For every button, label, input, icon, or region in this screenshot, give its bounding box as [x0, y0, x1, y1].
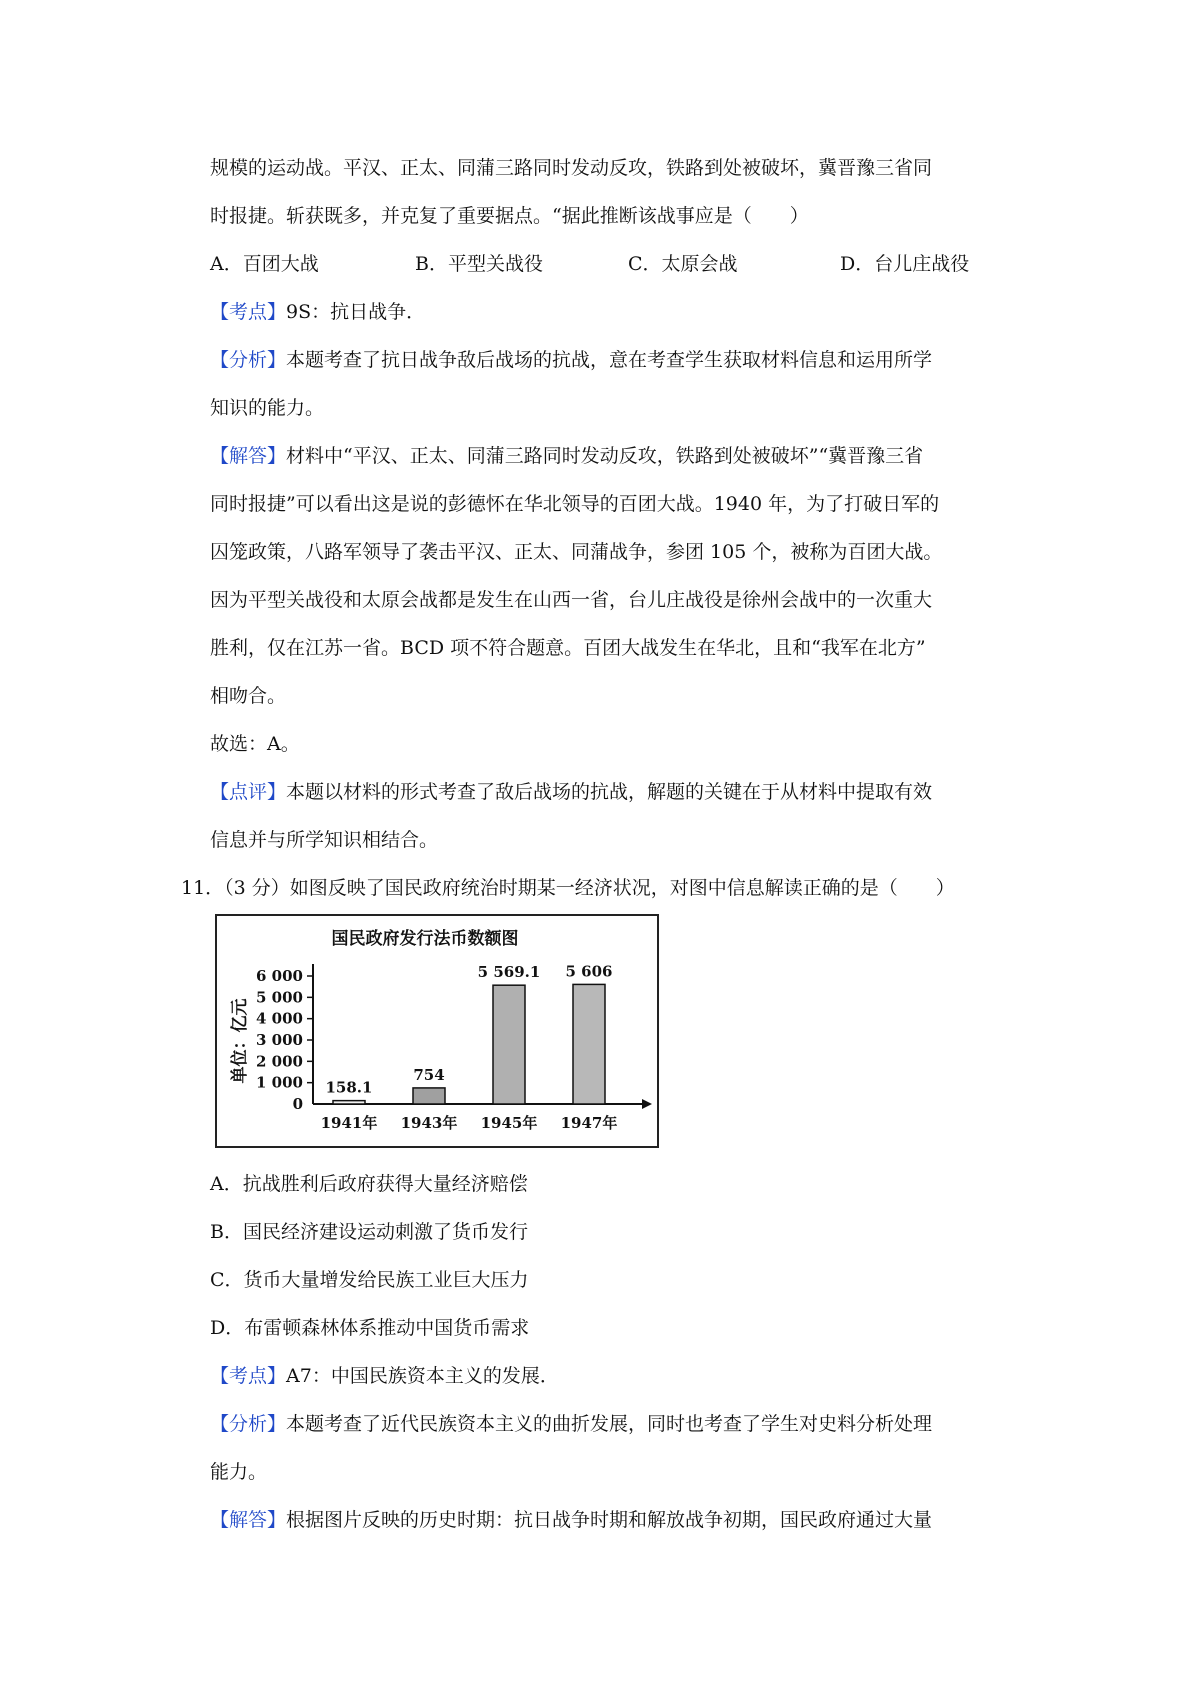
q10-dianping-line-1: [210, 778, 932, 806]
q11-option-c: C．货币大量增发给民族工业巨大压力: [210, 1269, 529, 1291]
q10-jieda-line-6: 相吻合。: [210, 685, 287, 707]
y-tick-label: 4 000: [256, 1009, 303, 1028]
x-tick-label: 1945年: [480, 1114, 538, 1132]
kaodian-tag: 【考点】: [210, 301, 287, 323]
q10-text-line-1: 规模的运动战。平汉、正太、同蒲三路同时发动反攻，铁路到处被破坏，冀晋豫三省同: [210, 157, 933, 179]
x-tick-label: 1941年: [320, 1114, 378, 1132]
fenxi-tag: 【分析】: [210, 1413, 287, 1435]
y-tick-label: 5 000: [256, 988, 303, 1007]
kaodian-text: 9S：抗日战争．: [286, 301, 426, 323]
bar-value-label: 5 569.1: [477, 963, 541, 982]
q10-text-line-2: 时报捷。斩获既多，并克复了重要据点。“据此推断该战事应是（ ）: [210, 205, 809, 227]
fenxi-text: 本题考查了抗日战争敌后战场的抗战，意在考查学生获取材料信息和运用所学: [286, 349, 933, 371]
y-tick-label: 6 000: [256, 967, 303, 985]
q10-jieda-line-1: [210, 442, 923, 470]
bar: [573, 984, 605, 1104]
dianping-tag: 【点评】: [210, 781, 287, 803]
x-axis-arrow: [642, 1099, 652, 1109]
q10-jieda-line-3: 囚笼政策，八路军领导了袭击平汉、正太、同蒲战争，参团 105 个，被称为百团大战。: [210, 541, 943, 563]
y-tick-label: 1 000: [256, 1073, 303, 1092]
jieda-text: 根据图片反映的历史时期：抗日战争时期和解放战争初期，国民政府通过大量: [286, 1509, 933, 1531]
q11-jieda-line-1: [210, 1506, 932, 1534]
q10-jieda-line-4: 因为平型关战役和太原会战都是发生在山西一省，台儿庄战役是徐州会战中的一次重大: [210, 589, 933, 611]
jieda-text: 材料中“平汉、正太、同蒲三路同时发动反攻，铁路到处被破坏”“冀晋豫三省: [286, 445, 924, 467]
q10-dianping-line-2: 信息并与所学知识相结合。: [210, 829, 439, 851]
bar-value-label: 754: [413, 1065, 445, 1084]
q10-fenxi-line-1: [210, 346, 932, 374]
q11-stem: 11．（3 分）如图反映了国民政府统治时期某一经济状况，对图中信息解读正确的是（ ）: [181, 877, 955, 899]
fenxi-tag: 【分析】: [210, 349, 287, 371]
y-tick-label: 2 000: [256, 1052, 303, 1071]
q10-jieda-line-2: 同时报捷”可以看出这是说的彭德怀在华北领导的百团大战。1940 年，为了打破日军的: [210, 493, 940, 515]
bar: [333, 1101, 365, 1104]
q10-option-b: B．平型关战役: [415, 253, 543, 275]
bar-value-label: 5 606: [565, 962, 613, 981]
chart-svg: [217, 916, 657, 1146]
q10-kaodian: [210, 298, 425, 326]
dianping-text: 本题以材料的形式考查了敌后战场的抗战，解题的关键在于从材料中提取有效: [286, 781, 933, 803]
y-axis-label: 单位：亿元: [230, 998, 250, 1084]
q11-option-d: D．布雷顿森林体系推动中国货币需求: [210, 1317, 530, 1339]
jieda-tag: 【解答】: [210, 1509, 287, 1531]
fenxi-text: 本题考查了近代民族资本主义的曲折发展，同时也考查了学生对史料分析处理: [286, 1413, 933, 1435]
q10-answer: 故选：A。: [210, 733, 300, 755]
q11-option-a: A．抗战胜利后政府获得大量经济赔偿: [210, 1173, 528, 1195]
bar: [413, 1088, 445, 1104]
x-tick-label: 1943年: [400, 1114, 458, 1132]
bar: [493, 985, 525, 1104]
y-tick-label: 3 000: [256, 1031, 303, 1049]
q11-fenxi-line-2: 能力。: [210, 1461, 268, 1483]
kaodian-text: A7：中国民族资本主义的发展．: [286, 1365, 559, 1387]
currency-issue-chart: [215, 914, 659, 1148]
bar-value-label: 158.1: [325, 1078, 373, 1097]
q10-fenxi-line-2: 知识的能力。: [210, 397, 325, 419]
chart-title: 国民政府发行法币数额图: [331, 929, 519, 949]
kaodian-tag: 【考点】: [210, 1365, 287, 1387]
q11-fenxi-line-1: [210, 1410, 932, 1438]
q10-jieda-line-5: 胜利，仅在江苏一省。BCD 项不符合题意。百团大战发生在华北，且和“我军在北方”: [210, 637, 926, 659]
x-tick-label: 1947年: [560, 1114, 618, 1132]
jieda-tag: 【解答】: [210, 445, 287, 467]
y-tick-label: 0: [292, 1095, 303, 1113]
q11-option-b: B．国民经济建设运动刺激了货币发行: [210, 1221, 528, 1243]
q11-kaodian: [210, 1362, 559, 1390]
q10-option-a: A．百团大战: [210, 253, 319, 275]
q10-option-c: C．太原会战: [628, 253, 738, 275]
q10-option-d: D．台儿庄战役: [840, 253, 970, 275]
